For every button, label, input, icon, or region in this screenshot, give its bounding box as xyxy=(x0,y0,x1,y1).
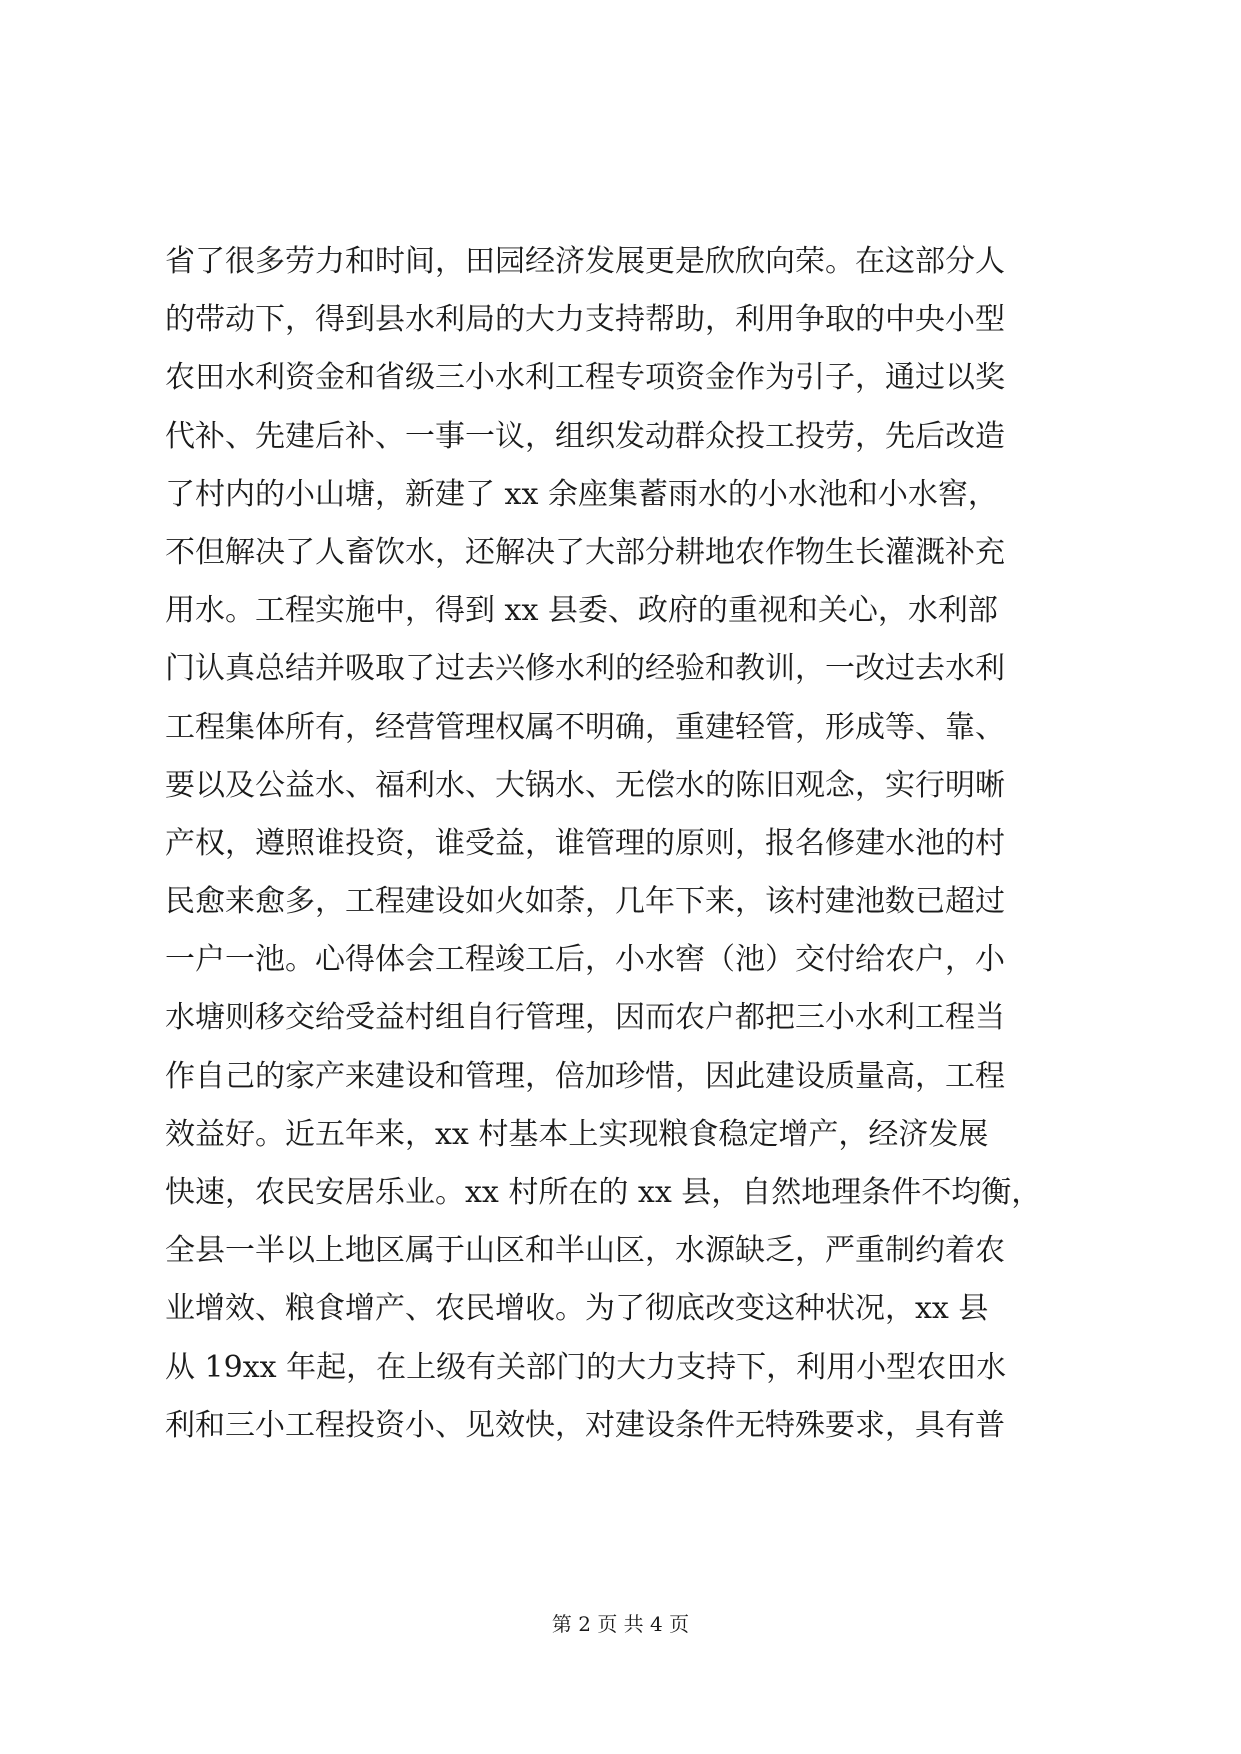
text-line: 工程集体所有，经营管理权属不明确，重建轻管，形成等、靠、 xyxy=(165,709,1005,745)
text-line: 代补、先建后补、一事一议，组织发动群众投工投劳，先后改造 xyxy=(165,418,1005,454)
text-line: 效益好。近五年来，xx 村基本上实现粮食稳定增产，经济发展 xyxy=(165,1116,989,1152)
text-line: 从 19xx 年起，在上级有关部门的大力支持下，利用小型农田水 xyxy=(165,1349,1007,1385)
text-line: 一户一池。心得体会工程竣工后，小水窖（池）交付给农户，小 xyxy=(165,942,1005,978)
text-line: 农田水利资金和省级三小水利工程专项资金作为引子，通过以奖 xyxy=(165,360,1005,396)
text-line: 民愈来愈多，工程建设如火如荼，几年下来，该村建池数已超过 xyxy=(165,884,1005,920)
text-line: 业增效、粮食增产、农民增收。为了彻底改变这种状况，xx 县 xyxy=(165,1291,989,1327)
text-line: 不但解决了人畜饮水，还解决了大部分耕地农作物生长灌溉补充 xyxy=(165,534,1005,570)
text-line: 的带动下，得到县水利局的大力支持帮助，利用争取的中央小型 xyxy=(165,302,1005,338)
text-line: 了村内的小山塘，新建了 xx 余座集蓄雨水的小水池和小水窖， xyxy=(165,476,998,512)
text-line: 全县一半以上地区属于山区和半山区，水源缺乏，严重制约着农 xyxy=(165,1233,1005,1269)
text-line: 门认真总结并吸取了过去兴修水利的经验和教训，一改过去水利 xyxy=(165,651,1005,687)
text-line: 水塘则移交给受益村组自行管理，因而农户都把三小水利工程当 xyxy=(165,1000,1005,1036)
text-line: 产权，遵照谁投资，谁受益，谁管理的原则，报名修建水池的村 xyxy=(165,825,1005,861)
text-line: 作自己的家产来建设和管理，倍加珍惜，因此建设质量高，工程 xyxy=(165,1058,1005,1094)
text-line: 快速，农民安居乐业。xx 村所在的 xx 县，自然地理条件不均衡， xyxy=(165,1175,1042,1210)
text-line: 省了很多劳力和时间，田园经济发展更是欣欣向荣。在这部分人 xyxy=(165,244,1005,279)
text-line: 利和三小工程投资小、见效快，对建设条件无特殊要求，具有普 xyxy=(165,1407,1005,1443)
text-line: 用水。工程实施中，得到 xx 县委、政府的重视和关心，水利部 xyxy=(165,593,998,629)
text-line: 要以及公益水、福利水、大锅水、无偿水的陈旧观念，实行明晰 xyxy=(165,767,1005,803)
body-text xyxy=(165,233,1085,1455)
page-number-footer: 第 2 页 共 4 页 xyxy=(551,1612,690,1636)
